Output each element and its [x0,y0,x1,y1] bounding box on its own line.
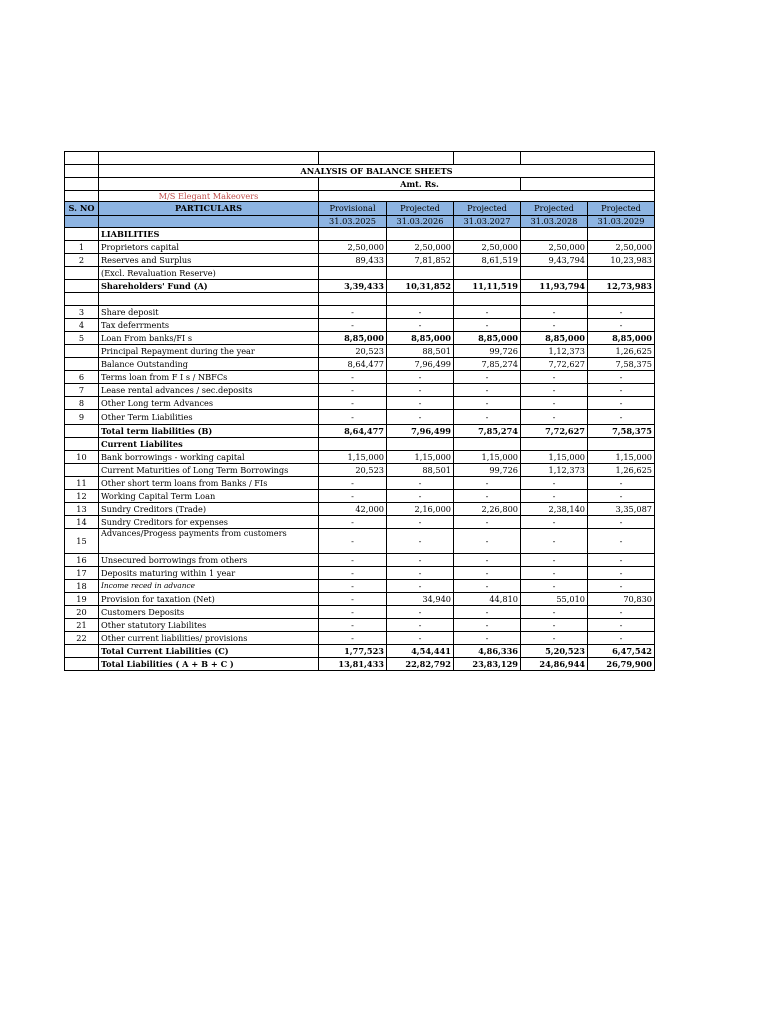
row-value-cell [319,293,387,306]
row-value-cell: - [588,516,655,529]
row-label: Other Long term Advances [99,397,319,410]
row-value-cell: - [319,567,387,580]
row-value-cell: - [454,319,521,332]
unit-row [65,178,655,191]
table-row [65,645,655,658]
row-value-cell: - [387,397,454,410]
row-label: Other Term Liabilities [99,410,319,425]
table-row [65,490,655,503]
row-value-cell: 7,96,499 [387,425,454,438]
row-value-cell: - [521,397,588,410]
column-date: 31.03.2029 [588,216,655,228]
row-value-cell: 89,433 [319,254,387,267]
row-serial-number [65,658,99,671]
row-value-cell: - [319,410,387,425]
row-serial-number: 22 [65,632,99,645]
row-value-cell: - [387,306,454,319]
row-value-cell: - [387,516,454,529]
row-serial-number [65,228,99,241]
row-value-cell: - [588,490,655,503]
table-row [65,464,655,477]
row-label: Other statutory Liabilites [99,619,319,632]
table-row [65,516,655,529]
row-value-cell: - [588,410,655,425]
row-value-cell: 1,15,000 [319,451,387,464]
row-serial-number [65,464,99,477]
row-value-cell [521,267,588,280]
column-date: 31.03.2028 [521,216,588,228]
row-value-cell: 10,31,852 [387,280,454,293]
row-value-cell: - [387,529,454,554]
row-value-cell [588,228,655,241]
row-value-cell: 99,726 [454,345,521,358]
row-serial-number: 16 [65,554,99,567]
column-type: Provisional [319,202,387,216]
row-value-cell: - [521,580,588,593]
row-serial-number: 17 [65,567,99,580]
row-value-cell: - [588,306,655,319]
row-value-cell: - [387,580,454,593]
row-value-cell: 11,11,519 [454,280,521,293]
table-row [65,267,655,280]
row-serial-number: 8 [65,397,99,410]
row-value-cell [319,438,387,451]
row-value-cell: 6,47,542 [588,645,655,658]
row-serial-number [65,267,99,280]
row-serial-number: 5 [65,332,99,345]
row-value-cell: - [588,371,655,384]
row-value-cell: 7,81,852 [387,254,454,267]
row-value-cell: 1,15,000 [387,451,454,464]
title-row [65,165,655,178]
table-row [65,371,655,384]
table-row [65,477,655,490]
column-date: 31.03.2025 [319,216,387,228]
row-value-cell: 99,726 [454,464,521,477]
row-value-cell: 2,38,140 [521,503,588,516]
row-value-cell: 7,72,627 [521,358,588,371]
row-value-cell: - [521,554,588,567]
table-row [65,529,655,554]
row-value-cell: 1,12,373 [521,345,588,358]
row-value-cell: - [319,384,387,397]
row-label: Advances/Progess payments from customers [99,529,319,554]
row-value-cell: - [387,554,454,567]
row-serial-number: 19 [65,593,99,606]
row-value-cell: - [454,567,521,580]
table-row [65,632,655,645]
row-value-cell: - [319,490,387,503]
row-value-cell: 1,15,000 [521,451,588,464]
row-value-cell: - [319,306,387,319]
row-value-cell: 7,85,274 [454,425,521,438]
row-label: Income reced in advance [99,580,319,593]
row-label: Principal Repayment during the year [99,345,319,358]
row-value-cell: 2,50,000 [387,241,454,254]
row-value-cell: - [319,477,387,490]
row-value-cell: - [387,619,454,632]
header-row-2 [65,216,655,228]
row-value-cell: - [454,490,521,503]
row-value-cell: 5,20,523 [521,645,588,658]
row-serial-number [65,358,99,371]
balance-sheet-table [64,151,655,671]
row-value-cell [521,228,588,241]
column-date: 31.03.2026 [387,216,454,228]
row-value-cell: - [319,593,387,606]
column-type: Projected [521,202,588,216]
row-value-cell: - [387,490,454,503]
row-value-cell: - [319,632,387,645]
row-value-cell: - [588,606,655,619]
table-row [65,319,655,332]
row-serial-number [65,345,99,358]
row-value-cell: 8,64,477 [319,425,387,438]
row-value-cell [588,438,655,451]
row-label: Other short term loans from Banks / FIs [99,477,319,490]
page-title: ANALYSIS OF BALANCE SHEETS [99,165,655,178]
row-value-cell: - [588,567,655,580]
row-value-cell: - [521,567,588,580]
row-value-cell: 26,79,900 [588,658,655,671]
row-label: LIABILITIES [99,228,319,241]
row-label: Shareholders' Fund (A) [99,280,319,293]
row-value-cell: 7,58,375 [588,358,655,371]
table-row [65,503,655,516]
row-value-cell: 1,15,000 [588,451,655,464]
row-value-cell: 1,77,523 [319,645,387,658]
company-name: M/S Elegant Makeovers [99,191,319,202]
row-serial-number: 10 [65,451,99,464]
row-value-cell [319,267,387,280]
row-value-cell: 44,810 [454,593,521,606]
row-value-cell: 8,85,000 [319,332,387,345]
row-value-cell: - [454,516,521,529]
table-row [65,410,655,425]
row-serial-number: 2 [65,254,99,267]
table-row [65,293,655,306]
row-value-cell: - [454,529,521,554]
row-value-cell: 13,81,433 [319,658,387,671]
row-value-cell: 8,85,000 [387,332,454,345]
row-value-cell: 8,85,000 [454,332,521,345]
row-value-cell: 1,15,000 [454,451,521,464]
row-serial-number: 18 [65,580,99,593]
row-value-cell [454,267,521,280]
row-value-cell: - [319,619,387,632]
row-serial-number: 13 [65,503,99,516]
row-serial-number [65,438,99,451]
row-value-cell: 20,523 [319,345,387,358]
table-row [65,306,655,319]
row-value-cell: 8,85,000 [521,332,588,345]
row-value-cell: 1,26,625 [588,345,655,358]
row-value-cell [588,267,655,280]
row-value-cell: 2,26,800 [454,503,521,516]
row-value-cell: 70,830 [588,593,655,606]
row-value-cell: 2,16,000 [387,503,454,516]
row-value-cell: 2,50,000 [454,241,521,254]
table-row [65,384,655,397]
row-serial-number [65,425,99,438]
row-value-cell: 12,73,983 [588,280,655,293]
row-value-cell: - [521,619,588,632]
table-row [65,254,655,267]
row-value-cell: 8,85,000 [588,332,655,345]
row-label: Current Liabilites [99,438,319,451]
row-value-cell [454,438,521,451]
column-type: Projected [454,202,521,216]
row-serial-number [65,645,99,658]
row-value-cell: 7,58,375 [588,425,655,438]
row-value-cell: - [454,410,521,425]
sno-header: S. NO [65,202,99,216]
row-value-cell: - [521,384,588,397]
row-value-cell: - [454,306,521,319]
row-value-cell: - [319,371,387,384]
row-value-cell: - [454,397,521,410]
row-value-cell: - [387,371,454,384]
row-value-cell: 4,54,441 [387,645,454,658]
row-label: Share deposit [99,306,319,319]
row-value-cell: 11,93,794 [521,280,588,293]
row-label [99,293,319,306]
row-value-cell [454,293,521,306]
row-value-cell: - [387,410,454,425]
row-value-cell [521,293,588,306]
row-value-cell [588,293,655,306]
row-value-cell: - [588,580,655,593]
row-label: Provision for taxation (Net) [99,593,319,606]
row-value-cell: - [387,606,454,619]
row-value-cell: 7,96,499 [387,358,454,371]
row-value-cell: 55,010 [521,593,588,606]
row-value-cell: 2,50,000 [319,241,387,254]
row-value-cell: - [387,319,454,332]
row-value-cell: - [319,606,387,619]
table-row [65,593,655,606]
table-row [65,554,655,567]
row-value-cell: - [387,384,454,397]
row-label: Total term liabilities (B) [99,425,319,438]
table-row [65,280,655,293]
row-serial-number: 12 [65,490,99,503]
row-value-cell: 22,82,792 [387,658,454,671]
row-value-cell: - [319,319,387,332]
column-type: Projected [588,202,655,216]
row-value-cell: 1,26,625 [588,464,655,477]
row-value-cell: 3,35,087 [588,503,655,516]
row-serial-number: 3 [65,306,99,319]
table-row [65,619,655,632]
row-serial-number: 4 [65,319,99,332]
row-value-cell: - [588,529,655,554]
row-value-cell [387,438,454,451]
row-value-cell: 8,64,477 [319,358,387,371]
table-row [65,397,655,410]
row-value-cell: 42,000 [319,503,387,516]
row-label: (Excl. Revaluation Reserve) [99,267,319,280]
row-value-cell: - [588,319,655,332]
row-label: Proprietors capital [99,241,319,254]
row-value-cell: 2,50,000 [588,241,655,254]
row-value-cell: - [521,516,588,529]
row-value-cell: 7,85,274 [454,358,521,371]
row-value-cell [521,438,588,451]
row-value-cell: - [454,580,521,593]
row-value-cell: - [454,384,521,397]
row-value-cell: 10,23,983 [588,254,655,267]
row-label: Loan From banks/FI s [99,332,319,345]
table-row [65,451,655,464]
row-value-cell: - [319,529,387,554]
row-serial-number: 7 [65,384,99,397]
row-value-cell: 9,43,794 [521,254,588,267]
row-value-cell: - [319,580,387,593]
blank-top-row [65,152,655,165]
row-label: Tax deferrments [99,319,319,332]
table-row [65,580,655,593]
row-serial-number: 20 [65,606,99,619]
row-value-cell [454,228,521,241]
row-serial-number: 15 [65,529,99,554]
table-row [65,345,655,358]
row-value-cell: - [387,477,454,490]
row-label: Working Capital Term Loan [99,490,319,503]
row-value-cell: - [588,632,655,645]
row-label: Lease rental advances / sec.deposits [99,384,319,397]
table-row [65,658,655,671]
row-label: Customers Deposits [99,606,319,619]
row-value-cell: - [588,554,655,567]
row-label: Sundry Creditors for expenses [99,516,319,529]
column-date: 31.03.2027 [454,216,521,228]
row-label: Other current liabilities/ provisions [99,632,319,645]
row-label: Current Maturities of Long Term Borrowings [99,464,319,477]
row-serial-number: 11 [65,477,99,490]
row-value-cell: - [521,306,588,319]
row-value-cell: 1,12,373 [521,464,588,477]
row-label: Deposits maturing within 1 year [99,567,319,580]
row-value-cell: 8,61,519 [454,254,521,267]
row-value-cell: - [454,371,521,384]
table-row [65,241,655,254]
row-serial-number: 21 [65,619,99,632]
row-label: Terms loan from F I s / NBFCs [99,371,319,384]
row-value-cell: - [521,371,588,384]
table-row [65,228,655,241]
row-value-cell: - [454,632,521,645]
row-value-cell: - [454,477,521,490]
row-serial-number: 6 [65,371,99,384]
row-value-cell: - [387,567,454,580]
table-row [65,358,655,371]
row-value-cell: - [319,554,387,567]
row-serial-number: 14 [65,516,99,529]
row-value-cell: 34,940 [387,593,454,606]
table-row [65,332,655,345]
company-row [65,191,655,202]
table-row [65,425,655,438]
row-label: Reserves and Surplus [99,254,319,267]
row-serial-number: 9 [65,410,99,425]
row-value-cell: - [521,477,588,490]
row-serial-number [65,293,99,306]
row-value-cell: - [588,384,655,397]
row-value-cell: - [588,477,655,490]
row-serial-number [65,280,99,293]
row-label: Unsecured borrowings from others [99,554,319,567]
row-value-cell [319,228,387,241]
row-label: Total Current Liabilities (C) [99,645,319,658]
row-label: Bank borrowings - working capital [99,451,319,464]
row-value-cell: 2,50,000 [521,241,588,254]
row-value-cell [387,267,454,280]
table-row [65,606,655,619]
row-value-cell: 4,86,336 [454,645,521,658]
row-value-cell: 88,501 [387,464,454,477]
row-value-cell: - [521,490,588,503]
particulars-header: PARTICULARS [99,202,319,216]
table-row [65,567,655,580]
row-value-cell: - [521,529,588,554]
row-value-cell: - [319,397,387,410]
row-value-cell: - [521,606,588,619]
row-value-cell: - [319,516,387,529]
row-value-cell: - [588,397,655,410]
row-label: Sundry Creditors (Trade) [99,503,319,516]
row-value-cell: - [454,554,521,567]
row-value-cell: - [588,619,655,632]
row-value-cell: - [454,619,521,632]
row-label: Total Liabilities ( A + B + C ) [99,658,319,671]
unit-label: Amt. Rs. [319,178,521,191]
row-value-cell: - [521,410,588,425]
row-value-cell: 24,86,944 [521,658,588,671]
table-row [65,438,655,451]
column-type: Projected [387,202,454,216]
row-value-cell: - [521,319,588,332]
row-value-cell: 88,501 [387,345,454,358]
row-value-cell: - [521,632,588,645]
row-value-cell: 7,72,627 [521,425,588,438]
row-serial-number: 1 [65,241,99,254]
row-label: Balance Outstanding [99,358,319,371]
row-value-cell: - [454,606,521,619]
row-value-cell: 20,523 [319,464,387,477]
header-row-1 [65,202,655,216]
row-value-cell [387,293,454,306]
row-value-cell: - [387,632,454,645]
row-value-cell: 3,39,433 [319,280,387,293]
row-value-cell: 23,83,129 [454,658,521,671]
row-value-cell [387,228,454,241]
